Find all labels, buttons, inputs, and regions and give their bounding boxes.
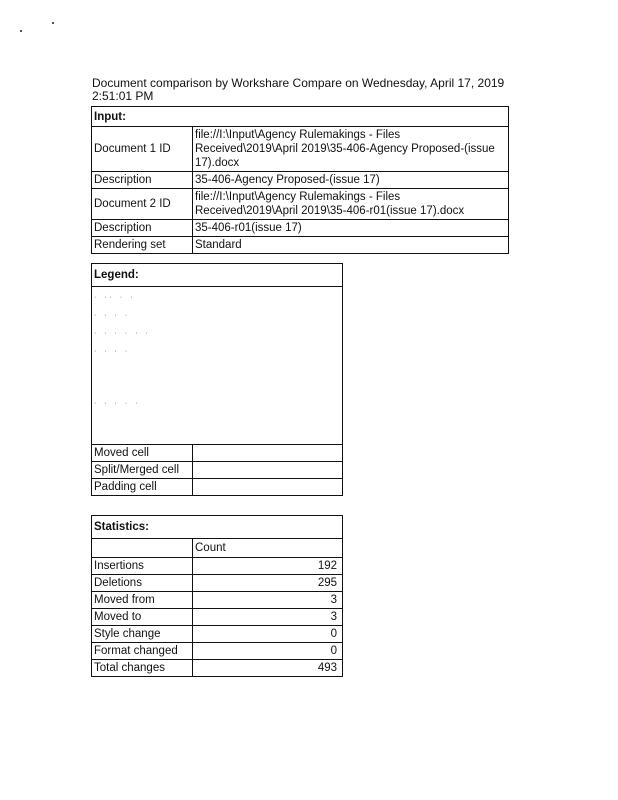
statistics-row-label: Insertions	[92, 558, 193, 575]
statistics-blank-cell	[92, 539, 193, 558]
statistics-row-count: 295	[193, 575, 343, 592]
legend-row-sample	[193, 479, 343, 496]
input-row-value: 35-406-r01(issue 17)	[193, 220, 509, 237]
legend-row-sample	[193, 462, 343, 479]
statistics-row-label: Total changes	[92, 660, 193, 677]
input-row-label: Document 1 ID	[92, 127, 193, 172]
count-header: Count	[193, 539, 343, 558]
statistics-row-count: 0	[193, 643, 343, 660]
statistics-row-count: 192	[193, 558, 343, 575]
legend-table	[91, 263, 343, 496]
faded-sample-row: · · · · · ·	[94, 330, 151, 337]
faded-sample-row: · · · ·	[94, 348, 131, 355]
statistics-row-count: 3	[193, 609, 343, 626]
input-row-label: Rendering set	[92, 237, 193, 254]
input-row-value: Standard	[193, 237, 509, 254]
legend-row-label: Moved cell	[92, 445, 193, 462]
scan-speck	[52, 22, 54, 24]
statistics-row-count: 493	[193, 660, 343, 677]
statistics-row-count: 0	[193, 626, 343, 643]
input-row-label: Description	[92, 220, 193, 237]
input-heading: Input:	[92, 107, 509, 127]
statistics-row-label: Moved from	[92, 592, 193, 609]
page-title: Document comparison by Workshare Compare on Wednesday, April 17, 2019 2:51:01 PM	[92, 76, 505, 103]
scan-speck	[20, 30, 22, 32]
statistics-row-label: Moved to	[92, 609, 193, 626]
statistics-heading: Statistics:	[92, 516, 343, 539]
faded-sample-row: · · · ·	[94, 312, 131, 319]
legend-row-label: Padding cell	[92, 479, 193, 496]
faded-sample-row: · · · · ·	[94, 400, 141, 407]
input-row-value: 35-406-Agency Proposed-(issue 17)	[193, 172, 509, 189]
input-row-label: Description	[92, 172, 193, 189]
statistics-row-label: Style change	[92, 626, 193, 643]
legend-row-sample	[193, 445, 343, 462]
legend-heading: Legend:	[92, 264, 343, 287]
input-row-value: file://I:\Input\Agency Rulemakings - Files Received\2019\April 2019\35-406-r01(issue 17).docx	[193, 189, 509, 220]
input-table	[91, 106, 509, 254]
statistics-row-label: Format changed	[92, 643, 193, 660]
input-row-label: Document 2 ID	[92, 189, 193, 220]
statistics-row-count: 3	[193, 592, 343, 609]
input-row-value: file://I:\Input\Agency Rulemakings - Files Received\2019\April 2019\35-406-Agency Proposed-(issue 17).docx	[193, 127, 509, 172]
statistics-table	[91, 515, 343, 677]
statistics-row-label: Deletions	[92, 575, 193, 592]
legend-row-label: Split/Merged cell	[92, 462, 193, 479]
legend-samples-area	[92, 287, 343, 445]
faded-sample-row: · ·· · ·	[94, 294, 136, 301]
